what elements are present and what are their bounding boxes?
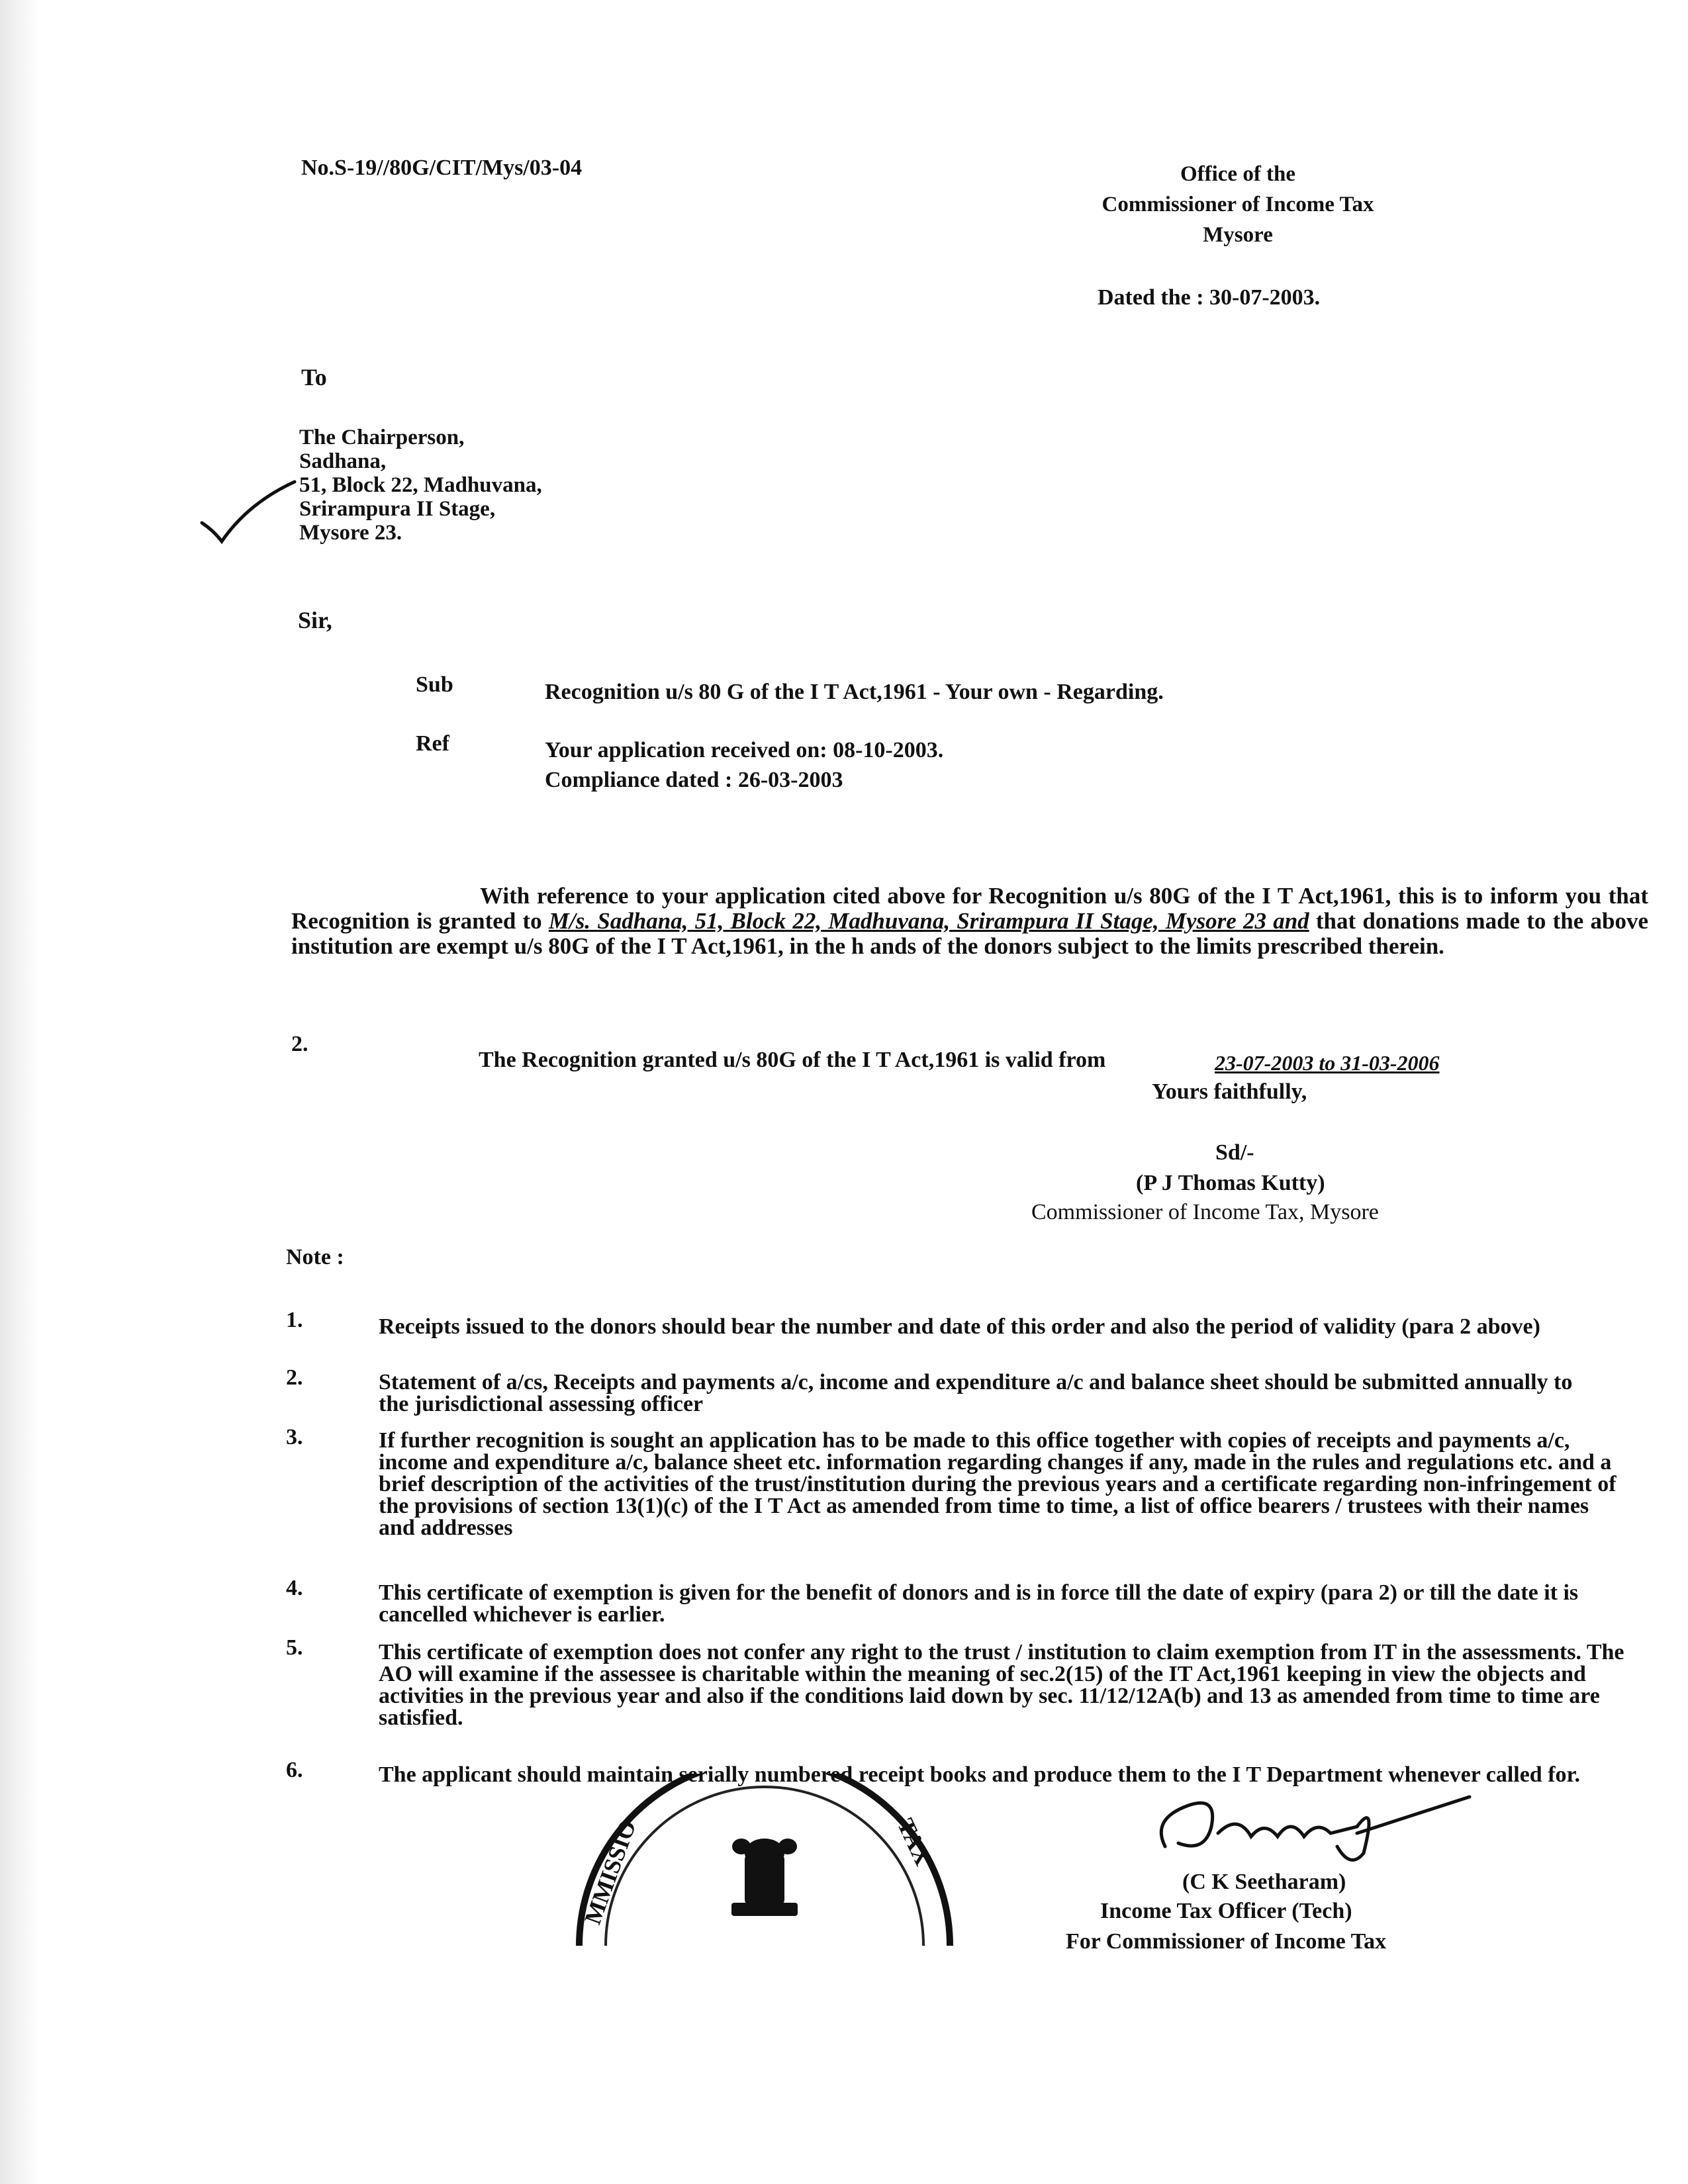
para1-start: With reference to your application cited above for Recognition u/s 80G of the I T Act,1961, this is to inform you that Recognition is granted to (291, 883, 1648, 934)
para1-underlined-name: M/s. Sadhana, 51, Block 22, Madhuvana, Srirampura II Stage, Mysore 23 and (548, 908, 1309, 934)
address-line-5: Mysore 23. (299, 521, 402, 545)
note-5-text: This certificate of exemption does not confer any right to the trust / institution to claim exemption from IT in the assessments. The AO will examine if the assessee is charitable within the meaning of sec.2(15) of the IT Act,1961 keeping in view the objects and activities in the previous year and also if the conditions laid down by sec. 11/12/12A(b) and 13 as amended from time to time are satisfied. (379, 1640, 1624, 1730)
office-line-3: Mysore (1203, 223, 1273, 247)
note-6-number: 6. (286, 1758, 303, 1782)
yours-faithfully: Yours faithfully, (1152, 1079, 1307, 1104)
para2-number: 2. (291, 1032, 308, 1056)
office-line-2: Commissioner of Income Tax (1102, 193, 1374, 216)
signatory-name: (C K Seetharam) (1182, 1870, 1346, 1894)
ref-label: Ref (416, 731, 449, 756)
dated-line: Dated the : 30-07-2003. (1098, 285, 1321, 310)
sub-label: Sub (416, 672, 453, 697)
seal-text-left: MMISSIO (579, 1816, 641, 1928)
note-6-text: The applicant should maintain serially numbered receipt books and produce them to the I T Department whenever called for. (379, 1762, 1580, 1787)
note-4-number: 4. (286, 1576, 303, 1600)
ref-line-1: Your application received on: 08-10-2003. (545, 738, 944, 762)
para1-end: that donations made to the above institution are exempt u/s 80G of the I T Act,1961, in the h ands of the donors subject to the limits prescribed therein. (291, 908, 1648, 959)
address-line-1: The Chairperson, (299, 426, 465, 449)
signature-sd: Sd/- (1215, 1140, 1254, 1165)
note-4-text: This certificate of exemption is given for the benefit of donors and is in force till the date of expiry (para 2) or till the date it is cancelled whichever is earlier. (379, 1580, 1579, 1627)
body-paragraph-1 (291, 884, 1648, 959)
note-2-text: Statement of a/cs, Receipts and payments a/c, income and expenditure a/c and balance sheet should be submitted annually to the jurisdictional assessing officer (379, 1370, 1573, 1416)
address-line-2: Sadhana, (299, 449, 387, 473)
scan-edge-shadow (0, 0, 40, 2184)
para2-validity-dates: 23-07-2003 to 31-03-2006 (1215, 1051, 1440, 1075)
note-label: Note : (286, 1245, 344, 1269)
note-2-number: 2. (286, 1365, 303, 1390)
salutation: Sir, (298, 607, 332, 633)
subject-text: Recognition u/s 80 G of the I T Act,1961 - Your own - Regarding. (545, 680, 1164, 704)
note-1-text: Receipts issued to the donors should bear the number and date of this order and also the period of validity (para 2 above) (379, 1314, 1540, 1339)
para2-text: The Recognition granted u/s 80G of the I T Act,1961 is valid from (479, 1048, 1106, 1072)
note-5-number: 5. (286, 1635, 303, 1660)
signatory-for: For Commissioner of Income Tax (1066, 1929, 1387, 1954)
official-seal-icon (566, 1774, 963, 1946)
note-1-number: 1. (286, 1308, 303, 1332)
signatory-title: Income Tax Officer (Tech) (1100, 1899, 1352, 1923)
recipient-address (299, 426, 542, 545)
ref-line-2: Compliance dated : 26-03-2003 (545, 768, 843, 792)
note-3-number: 3. (286, 1425, 303, 1449)
to-label: To (301, 364, 327, 390)
note-3-text: If further recognition is sought an application has to be made to this office together with copies of receipts and payments a/c, income and expenditure a/c, balance sheet etc. information regarding changes if any, made in the rules and regulations etc. and a brief description of the activities of the trust/institution during the previous years and a certificate regarding non-infringement of the provisions of section 13(1)(c) of the I T Act as amended from time to time, a list of office bearers / trustees with their names and addresses (379, 1428, 1617, 1540)
commissioner-name: (P J Thomas Kutty) (1136, 1171, 1325, 1195)
office-line-1: Office of the (1180, 162, 1296, 186)
checkmark-icon (195, 477, 301, 549)
address-line-4: Srirampura II Stage, (299, 497, 496, 521)
reference-number: No.S-19//80G/CIT/Mys/03-04 (301, 156, 583, 180)
address-line-3: 51, Block 22, Madhuvana, (299, 473, 542, 497)
handwritten-signature-icon (1139, 1780, 1483, 1873)
commissioner-title: Commissioner of Income Tax, Mysore (1031, 1200, 1379, 1224)
seal-text-right: TAX (892, 1814, 937, 1870)
office-address (1039, 159, 1436, 250)
